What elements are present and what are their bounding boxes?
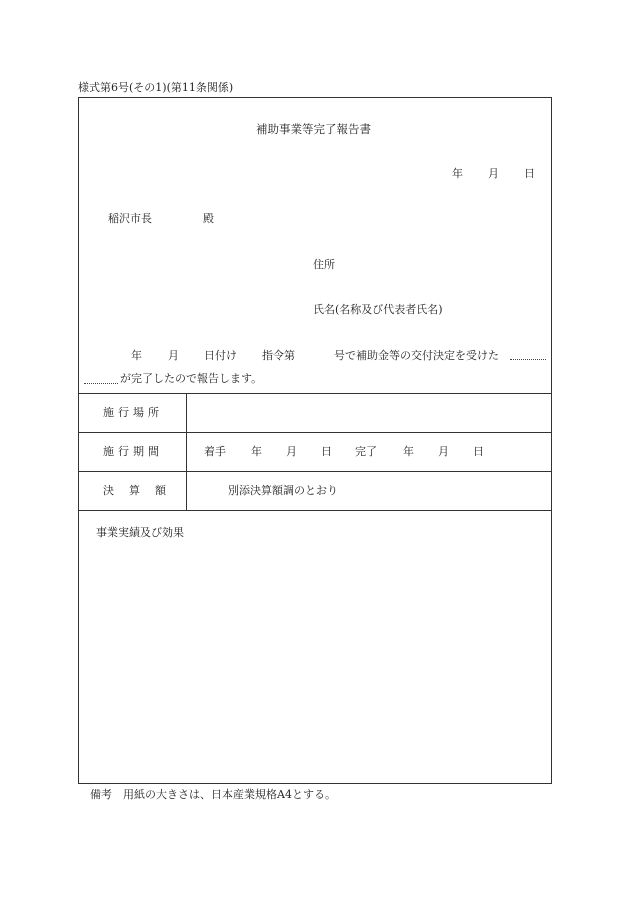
form-title: 補助事業等完了報告書 [256,122,371,136]
period-start-label: 着手 [204,445,226,458]
date-year-label: 年 [452,167,463,180]
location-label: 施行場所 [103,406,163,419]
statement-dated: 日付け [204,349,237,362]
name-label: 氏名(名称及び代表者氏名) [313,303,443,316]
period-end-year: 年 [403,445,414,458]
addressee-honorific: 殿 [203,212,214,225]
blank-dotted-line [510,351,546,362]
row-divider [79,432,551,433]
period-end-month: 月 [438,445,449,458]
statement-line2: が完了したので報告します。 [120,372,263,385]
addressee-name: 稲沢市長 [108,212,152,225]
statement-directive-no: 指令第 [262,349,295,362]
report-form-frame [78,97,552,784]
settlement-value: 別添決算額調のとおり [228,484,338,497]
row-divider [79,471,551,472]
statement-month: 月 [168,349,179,362]
form-number: 様式第6号(その1)(第11条関係) [78,81,234,94]
settlement-label: 決算額 [103,484,181,497]
period-start-year: 年 [251,445,262,458]
period-start-month: 月 [286,445,297,458]
period-end-label: 完了 [355,445,377,458]
statement-text: 号で補助金等の交付決定を受けた [334,349,499,362]
date-day-label: 日 [524,167,535,180]
row-divider [79,510,551,511]
period-start-day: 日 [321,445,332,458]
column-divider [186,393,187,510]
address-label: 住所 [313,258,335,271]
period-label: 施行期間 [103,445,163,458]
date-month-label: 月 [488,167,499,180]
period-end-day: 日 [473,445,484,458]
blank-dotted-line [84,375,118,386]
footnote: 備考 用紙の大きさは、日本産業規格A4とする。 [90,788,336,801]
row-divider [79,393,551,394]
results-label: 事業実績及び効果 [96,526,184,539]
statement-year: 年 [131,349,142,362]
